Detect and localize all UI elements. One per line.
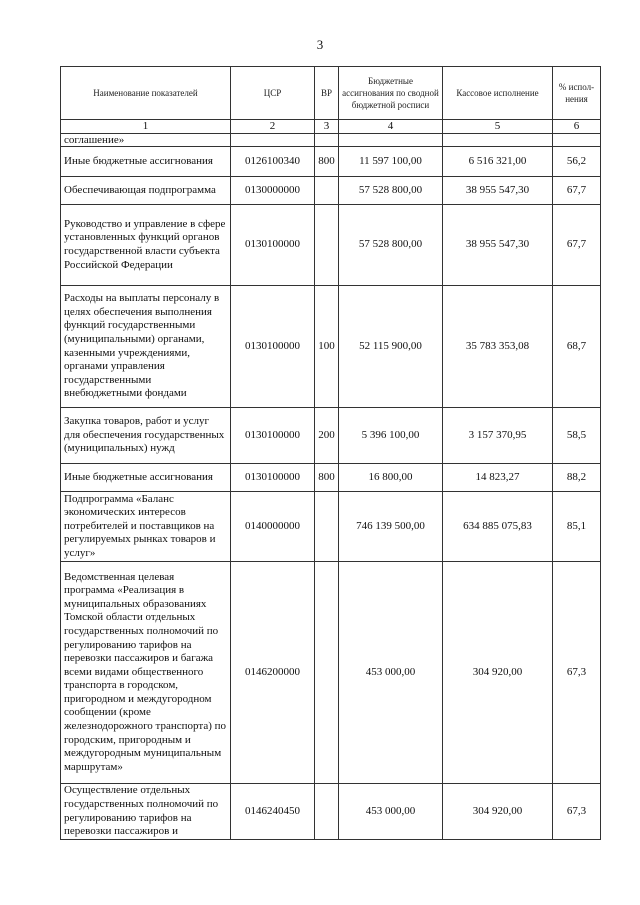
execution-percent: 67,3 bbox=[553, 562, 601, 784]
executed-amount: 14 823,27 bbox=[443, 464, 553, 492]
table-row bbox=[61, 205, 601, 286]
table-row bbox=[61, 492, 601, 562]
csr-code: 0130100000 bbox=[231, 286, 315, 408]
indicator-name: Руководство и управление в сфере установленных функций органов государственной власти субъекта Российской Федерации bbox=[61, 205, 231, 286]
indicator-name: Иные бюджетные ассигнования bbox=[61, 147, 231, 177]
executed-amount: 304 920,00 bbox=[443, 784, 553, 840]
vr-code bbox=[315, 177, 339, 205]
csr-code: 0130100000 bbox=[231, 408, 315, 464]
table-header bbox=[61, 67, 601, 134]
budget-amount: 746 139 500,00 bbox=[339, 492, 443, 562]
executed-amount: 38 955 547,30 bbox=[443, 177, 553, 205]
execution-percent: 58,5 bbox=[553, 408, 601, 464]
budget-amount: 11 597 100,00 bbox=[339, 147, 443, 177]
table-body bbox=[61, 134, 601, 840]
vr-code: 800 bbox=[315, 147, 339, 177]
executed-amount: 6 516 321,00 bbox=[443, 147, 553, 177]
column-number: 5 bbox=[443, 120, 553, 134]
column-number: 2 bbox=[231, 120, 315, 134]
indicator-name: Расходы на выплаты персоналу в целях обеспечения выполнения функций государственными (муниципальными) органами, казенными учреждениями, органами управления государственными внебюджетными фондами bbox=[61, 286, 231, 408]
budget-amount: 52 115 900,00 bbox=[339, 286, 443, 408]
csr-code: 0126100340 bbox=[231, 147, 315, 177]
budget-execution-table bbox=[60, 66, 601, 840]
execution-percent: 56,2 bbox=[553, 147, 601, 177]
column-number: 4 bbox=[339, 120, 443, 134]
indicator-name: Осуществление отдельных государственных полномочий по регулированию тарифов на перевозки пассажиров и bbox=[61, 784, 231, 840]
vr-code bbox=[315, 562, 339, 784]
csr-code: 0146240450 bbox=[231, 784, 315, 840]
execution-percent: 88,2 bbox=[553, 464, 601, 492]
execution-percent: 67,7 bbox=[553, 177, 601, 205]
vr-code bbox=[315, 205, 339, 286]
execution-percent: 67,7 bbox=[553, 205, 601, 286]
table-row bbox=[61, 134, 601, 147]
header-cash-execution: Кассовое исполнение bbox=[443, 67, 553, 120]
csr-code: 0130000000 bbox=[231, 177, 315, 205]
budget-amount: 57 528 800,00 bbox=[339, 205, 443, 286]
budget-amount: 453 000,00 bbox=[339, 784, 443, 840]
indicator-name: Ведомственная целевая программа «Реализация в муниципальных образованиях Томской области отдельных государственных полномочий по регулированию тарифов на перевозки пассажиров и багажа всеми видами общественного транспорта в городском, пригородном и междугородном сообщении (кроме железнодорожного транспорта) по городским, пригородным и междугородным муниципальным маршрутам» bbox=[61, 562, 231, 784]
executed-amount: 304 920,00 bbox=[443, 562, 553, 784]
executed-amount: 35 783 353,08 bbox=[443, 286, 553, 408]
indicator-name: Закупка товаров, работ и услуг для обеспечения государственных (муниципальных) нужд bbox=[61, 408, 231, 464]
csr-code: 0146200000 bbox=[231, 562, 315, 784]
budget-amount: 16 800,00 bbox=[339, 464, 443, 492]
vr-code: 200 bbox=[315, 408, 339, 464]
execution-percent: 68,7 bbox=[553, 286, 601, 408]
header-row bbox=[61, 67, 601, 120]
executed-amount: 38 955 547,30 bbox=[443, 205, 553, 286]
table-row bbox=[61, 408, 601, 464]
vr-code: 100 bbox=[315, 286, 339, 408]
column-number: 3 bbox=[315, 120, 339, 134]
csr-code bbox=[231, 134, 315, 147]
header-indicator-name: Наименование показателей bbox=[61, 67, 231, 120]
vr-code bbox=[315, 134, 339, 147]
vr-code: 800 bbox=[315, 464, 339, 492]
table-row bbox=[61, 147, 601, 177]
table-row bbox=[61, 464, 601, 492]
execution-percent: 67,3 bbox=[553, 784, 601, 840]
table-row bbox=[61, 784, 601, 840]
execution-percent: 85,1 bbox=[553, 492, 601, 562]
header-budget-allocation: Бюджетные ассигнования по сводной бюджетной росписи bbox=[339, 67, 443, 120]
budget-amount: 57 528 800,00 bbox=[339, 177, 443, 205]
csr-code: 0130100000 bbox=[231, 205, 315, 286]
column-number: 1 bbox=[61, 120, 231, 134]
executed-amount bbox=[443, 134, 553, 147]
indicator-name: Иные бюджетные ассигнования bbox=[61, 464, 231, 492]
header-csr: ЦСР bbox=[231, 67, 315, 120]
executed-amount: 634 885 075,83 bbox=[443, 492, 553, 562]
table-row bbox=[61, 177, 601, 205]
budget-amount bbox=[339, 134, 443, 147]
table-row bbox=[61, 286, 601, 408]
csr-code: 0130100000 bbox=[231, 464, 315, 492]
header-vr: ВР bbox=[315, 67, 339, 120]
vr-code bbox=[315, 784, 339, 840]
table-row bbox=[61, 562, 601, 784]
vr-code bbox=[315, 492, 339, 562]
header-execution-percent: % испол-нения bbox=[553, 67, 601, 120]
indicator-name: соглашение» bbox=[61, 134, 231, 147]
executed-amount: 3 157 370,95 bbox=[443, 408, 553, 464]
column-number: 6 bbox=[553, 120, 601, 134]
csr-code: 0140000000 bbox=[231, 492, 315, 562]
budget-amount: 5 396 100,00 bbox=[339, 408, 443, 464]
indicator-name: Подпрограмма «Баланс экономических интересов потребителей и поставщиков на регулируемых рынках товаров и услуг» bbox=[61, 492, 231, 562]
execution-percent bbox=[553, 134, 601, 147]
indicator-name: Обеспечивающая подпрограмма bbox=[61, 177, 231, 205]
column-number-row bbox=[61, 120, 601, 134]
budget-amount: 453 000,00 bbox=[339, 562, 443, 784]
page-number: 3 bbox=[316, 37, 324, 52]
